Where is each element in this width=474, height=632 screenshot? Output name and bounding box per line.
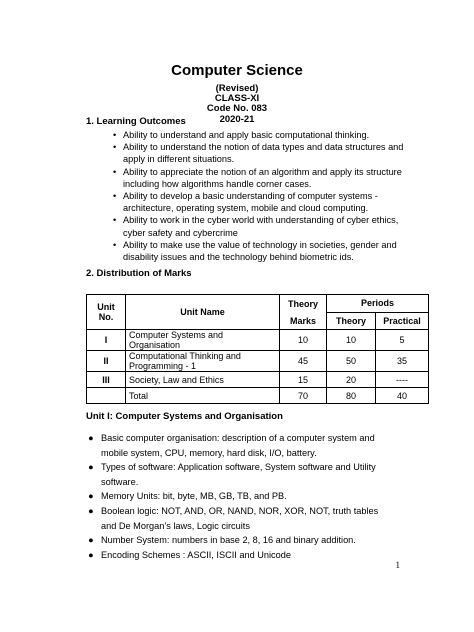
bullet-icon: ● — [88, 505, 94, 516]
cell-practical: 40 — [376, 388, 429, 404]
bullet-icon: • — [113, 142, 117, 153]
cell-unit-name: Total — [126, 388, 280, 404]
cell-unit-no: I — [87, 330, 126, 351]
cell-marks: 10 — [280, 330, 327, 351]
header-periods: Periods — [327, 295, 429, 313]
bullet-icon: ● — [88, 549, 94, 560]
header-unit-name: Unit Name — [126, 295, 280, 330]
cell-unit-no — [87, 388, 126, 404]
cell-theory: 50 — [327, 351, 376, 372]
page-number: 1 — [395, 560, 400, 570]
list-item: • Ability to understand and apply basic computational thinking. — [113, 130, 370, 140]
cell-unit-no: II — [87, 351, 126, 372]
bullet-icon: ● — [88, 491, 94, 502]
bullet-icon: • — [113, 239, 117, 250]
cell-marks: 15 — [280, 372, 327, 388]
table-row — [87, 330, 429, 351]
cell-practical: ---- — [376, 372, 429, 388]
unit1-list — [86, 431, 396, 562]
list-item: ● Types of software: Application software, System software and Utility software. — [88, 462, 376, 487]
cell-marks: 45 — [280, 351, 327, 372]
bullet-icon: • — [113, 130, 117, 140]
distribution-heading: 2. Distribution of Marks — [86, 268, 192, 279]
document-title: Computer Science — [171, 62, 303, 79]
cell-theory: 20 — [327, 372, 376, 388]
cell-practical: 35 — [376, 351, 429, 372]
table-row — [87, 351, 429, 372]
header-periods-practical: Practical — [376, 312, 429, 330]
header-marks: Marks — [280, 312, 327, 330]
learning-outcomes-heading: 1. Learning Outcomes — [86, 116, 186, 127]
list-item: ● Basic computer organisation: description of a computer system and mobile system, CPU, memory, hard disk, I/O, battery. — [88, 433, 375, 458]
bullet-icon: ● — [88, 535, 94, 546]
cell-unit-no: III — [87, 372, 126, 388]
marks-table — [86, 294, 429, 404]
cell-practical: 5 — [376, 330, 429, 351]
code-label: Code No. 083 — [206, 103, 268, 114]
header-unit-no: Unit No. — [87, 295, 126, 330]
bullet-icon: • — [113, 191, 117, 202]
list-item: ● Boolean logic: NOT, AND, OR, NAND, NOR, XOR, NOT, truth tables and De Morgan’s laws, Logic circuits — [88, 505, 379, 531]
list-item: • Ability to make use the value of technology in societies, gender and disability issues and the technology behind biometric ids. — [113, 239, 397, 263]
cell-unit-name: Computational Thinking and Programming - 1 — [126, 351, 280, 372]
cell-unit-name: Computer Systems and Organisation — [126, 330, 280, 351]
list-item: • Ability to appreciate the notion of an algorithm and apply its structure including how algorithms handle corner cases. — [113, 166, 402, 189]
bullet-icon: • — [113, 166, 117, 177]
table-row-total — [87, 388, 429, 404]
header-periods-theory: Theory — [327, 312, 376, 330]
learning-outcomes-list — [113, 129, 413, 263]
cell-theory: 10 — [327, 330, 376, 351]
table-row — [87, 372, 429, 388]
list-item: • Ability to work in the cyber world with understanding of cyber ethics, cyber safety and cybercrime — [113, 215, 399, 238]
cell-marks: 70 — [280, 388, 327, 404]
list-item: ● Encoding Schemes : ASCII, ISCII and Unicode — [86, 548, 396, 563]
list-item: • Ability to develop a basic understanding of computer systems - architecture, operating system, mobile and cloud computing. — [113, 191, 378, 214]
table-header-row — [87, 295, 429, 313]
list-item: ● Memory Units: bit, byte, MB, GB, TB, and PB. — [86, 489, 396, 504]
cell-theory: 80 — [327, 388, 376, 404]
year-label: 2020-21 — [219, 114, 255, 125]
list-item: ● Number System: numbers in base 2, 8, 16 and binary addition. — [86, 533, 396, 548]
revised-label: (Revised) — [215, 83, 259, 94]
bullet-icon: • — [113, 215, 117, 226]
list-item: • Ability to understand the notion of data types and data structures and apply in different situations. — [113, 142, 404, 165]
bullet-icon: ● — [88, 462, 94, 473]
cell-unit-name: Society, Law and Ethics — [126, 372, 280, 388]
unit1-heading: Unit I: Computer Systems and Organisation — [86, 411, 283, 422]
class-label: CLASS-XI — [214, 93, 260, 104]
header-theory: Theory — [280, 295, 327, 313]
bullet-icon: ● — [88, 433, 94, 443]
